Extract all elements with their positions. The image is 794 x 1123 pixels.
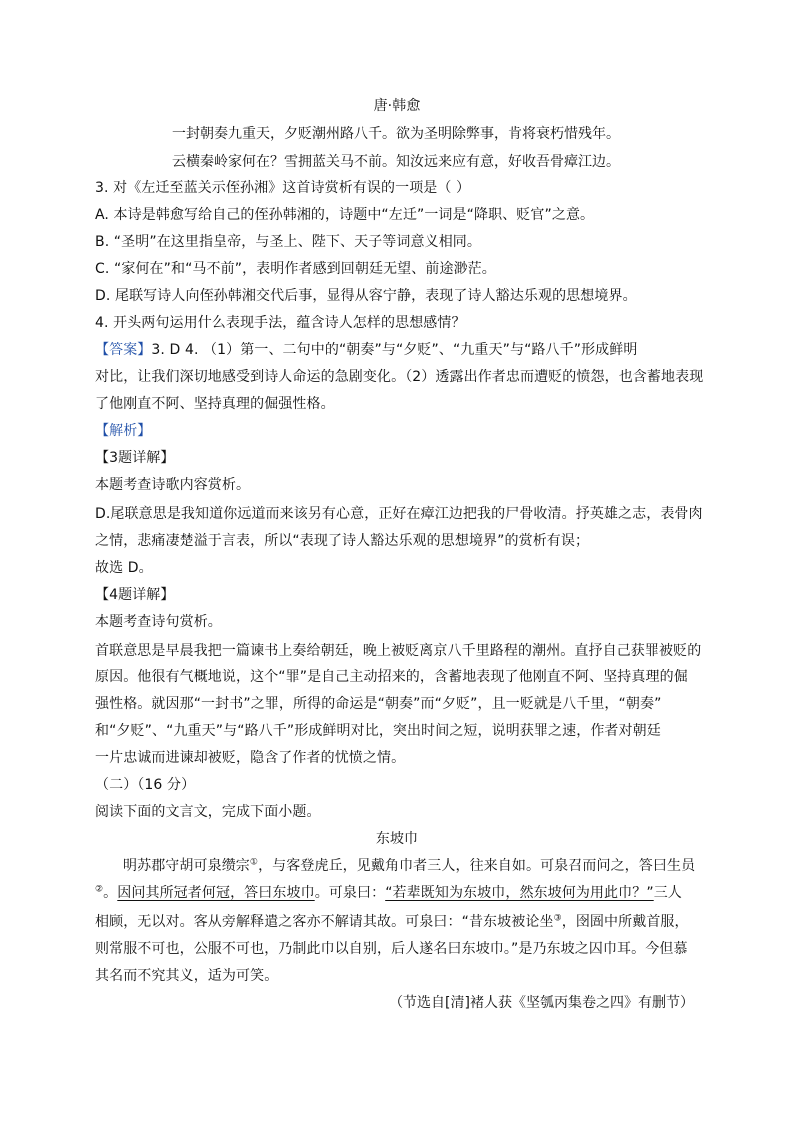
analysis-q4-line-3: 原因。他很有气概地说，这个“罪”是自己主动招来的，含蓄地表现了他刚直不阿、坚持真理的倔 [95, 669, 688, 685]
passage-line-5: 其名而不究其义，适为可笑。 [95, 968, 279, 984]
question-3-option-a: A. 本诗是韩愈写给自己的侄孙韩湘的，诗题中“左迁”一词是“降职、贬官”之意。 [95, 207, 595, 223]
section-2-heading: （二）（16 分） [95, 777, 196, 793]
passage-text: 相顾，无以对。客从旁解释遣之客亦不解请其故。可泉曰：“昔东坡被论坐 [95, 914, 554, 930]
poem-line-2: 云横秦岭家何在？雪拥蓝关马不前。知汝远来应有意，好收吾骨瘴江边。 [172, 154, 620, 170]
question-4-stem: 4. 开头两句运用什么表现手法，蕴含诗人怎样的思想感情？ [95, 315, 466, 331]
passage-text: 。 [103, 885, 118, 901]
passage-source: （节选自[清]褚人获《坚瓠丙集卷之四》有删节） [389, 995, 694, 1011]
analysis-tag: 【解析】 [95, 423, 152, 439]
analysis-q3-line-4: 故选 D。 [95, 560, 153, 576]
answer-tag: 【答案】 [95, 342, 152, 358]
underlined-sentence-1: 因问其所冠者何冠，答曰东坡巾 [117, 885, 315, 901]
question-3-stem: 3. 对《左迁至蓝关示侄孙湘》这首诗赏析有误的一项是（ ） [95, 180, 471, 196]
question-3-option-c: C. “家何在”和“马不前”，表明作者感到回朝廷无望、前途渺茫。 [95, 261, 496, 277]
analysis-q3-title: 【3题详解】 [95, 450, 175, 466]
passage-line-2 [95, 883, 682, 903]
passage-text: 明苏郡守胡可泉缵宗 [123, 858, 250, 874]
analysis-q3-line-1: 本题考查诗歌内容赏析。 [95, 477, 251, 493]
passage-text: 。可泉曰： [314, 885, 386, 901]
passage-text: ，与客登虎丘，见戴角巾者三人，往来自如。可泉召而问之，答曰生员 [258, 858, 696, 874]
poem-line-1: 一封朝奏九重天，夕贬潮州路八千。欲为圣明除弊事，肯将衰朽惜残年。 [172, 126, 620, 142]
answer-line-3: 了他刚直不阿、坚持真理的倔强性格。 [95, 396, 335, 412]
underlined-sentence-2: “若辈既知为东坡巾，然东坡何为用此巾？” [385, 885, 654, 901]
passage-text: ，囹圄中所戴首服， [561, 914, 689, 930]
analysis-q4-title: 【4题详解】 [95, 587, 175, 603]
passage-line-3 [95, 912, 689, 932]
poem-author: 唐·韩愈 [373, 98, 421, 114]
answer-line-1 [95, 340, 637, 360]
analysis-q4-line-5: 和“夕贬”、“九重天”与“路八千”形成鲜明对比，突出时间之短，说明获罪之速，作者对朝廷 [95, 723, 661, 739]
analysis-q3-line-3: 之情，悲痛凄楚溢于言表，所以“表现了诗人豁达乐观的思想境界”的赏析有误； [95, 533, 590, 549]
section-2-intro: 阅读下面的文言文，完成下面小题。 [95, 804, 321, 820]
analysis-q4-line-6: 一片忠诚而进谏却被贬，隐含了作者的忧愤之情。 [95, 750, 406, 766]
passage-line-1 [123, 856, 695, 876]
question-3-option-d: D. 尾联写诗人向侄孙韩湘交代后事，显得从容宁静，表现了诗人豁达乐观的思想境界。 [95, 288, 637, 304]
passage-line-4: 则常服不可也，公服不可也，乃制此巾以自别，后人遂名曰东坡巾。”是乃东坡之囚巾耳。今但慕 [95, 941, 688, 957]
passage-title: 东坡巾 [375, 831, 419, 847]
answer-line-2: 对比，让我们深切地感受到诗人命运的急剧变化。（2）透露出作者忠而遭贬的愤怨，也含蓄地表现 [95, 369, 704, 385]
analysis-q4-line-2: 首联意思是早晨我把一篇谏书上奏给朝廷，晚上被贬离京八千里路程的潮州。直抒自己获罪被贬的 [95, 643, 702, 659]
footnote-mark-3: ③ [553, 913, 562, 924]
footnote-mark-1: ① [249, 857, 259, 868]
footnote-mark-2: ② [95, 884, 104, 895]
analysis-q4-line-1: 本题考查诗句赏析。 [95, 614, 222, 630]
answer-text-1: 3. D 4. （1）第一、二句中的“朝奏”与“夕贬”、“九重天”与“路八千”形成鲜明 [151, 342, 638, 358]
question-3-option-b: B. “圣明”在这里指皇帝，与圣上、陛下、天子等词意义相同。 [95, 234, 482, 250]
analysis-q4-line-4: 强性格。就因那“一封书”之罪，所得的命运是“朝奏”而“夕贬”，且一贬就是八千里，“朝奏” [95, 696, 662, 712]
analysis-q3-line-2: D.尾联意思是我知道你远道而来该另有心意，正好在瘴江边把我的尸骨收清。抒英雄之志，表骨肉 [95, 506, 703, 522]
passage-text: 三人 [653, 885, 682, 901]
